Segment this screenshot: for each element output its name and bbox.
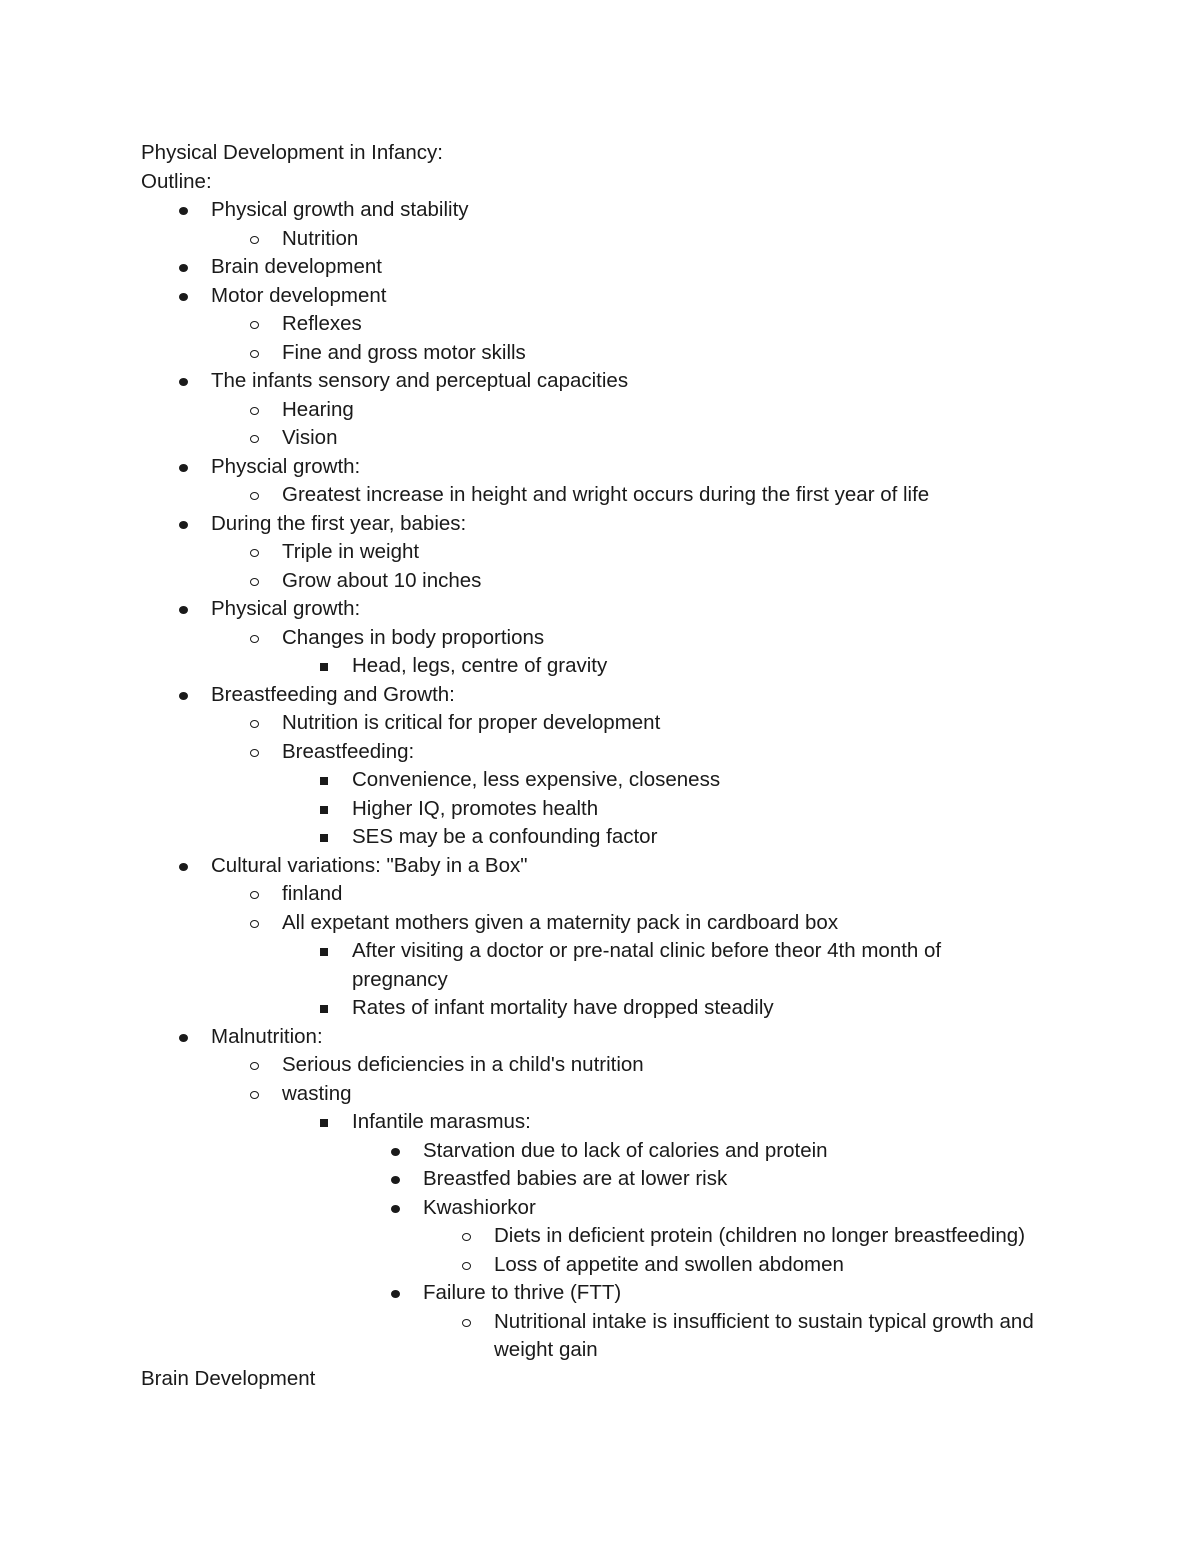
filled-square-bullet-icon (320, 663, 328, 671)
filled-square-bullet-icon (320, 834, 328, 842)
list-item (141, 1308, 1101, 1365)
list-item (141, 453, 1101, 482)
list-item (141, 994, 1101, 1023)
list-item-text: Motor development (211, 283, 387, 307)
filled-disc-bullet-icon (391, 1290, 400, 1298)
list-item (141, 538, 1101, 567)
list-item-text: Grow about 10 inches (282, 568, 482, 592)
list-item (141, 481, 1101, 510)
filled-disc-bullet-icon (179, 863, 188, 871)
list-item-text: Physcial growth: (211, 454, 361, 478)
hollow-circle-bullet-icon (250, 891, 259, 899)
section-heading-brain-development: Brain Development (141, 1366, 316, 1390)
document-title: Physical Development in Infancy: (141, 141, 443, 164)
list-item (141, 681, 1101, 710)
list-item-text: Malnutrition: (211, 1024, 323, 1048)
filled-disc-bullet-icon (179, 264, 188, 272)
filled-disc-bullet-icon (179, 378, 188, 386)
list-item-text: Starvation due to lack of calories and protein (423, 1138, 828, 1162)
list-item (141, 424, 1101, 453)
document-body (141, 139, 1101, 1393)
list-item-text: finland (282, 882, 343, 905)
hollow-circle-bullet-icon (462, 1262, 471, 1270)
list-item (141, 823, 1101, 852)
list-item (141, 1194, 1101, 1223)
list-item-text: Physical growth and stability (211, 198, 469, 221)
list-item-text: Nutritional intake is insufficient to sustain typical growth and weight gain (494, 1309, 1034, 1361)
list-item-text: Rates of infant mortality have dropped steadily (352, 996, 774, 1019)
hollow-circle-bullet-icon (250, 720, 259, 728)
list-item-text: Physical growth: (211, 597, 361, 620)
list-item-text: The infants sensory and perceptual capacities (211, 369, 629, 392)
list-item (141, 367, 1101, 396)
list-item (141, 1279, 1101, 1308)
filled-square-bullet-icon (320, 1005, 328, 1013)
list-item-text: Changes in body proportions (282, 625, 545, 649)
hollow-circle-bullet-icon (250, 635, 259, 643)
list-item-text: Serious deficiencies in a child's nutrition (282, 1053, 644, 1076)
list-item (141, 1137, 1101, 1166)
hollow-circle-bullet-icon (462, 1233, 471, 1241)
hollow-circle-bullet-icon (250, 1062, 259, 1070)
hollow-circle-bullet-icon (250, 236, 259, 244)
hollow-circle-bullet-icon (250, 549, 259, 557)
list-item (141, 310, 1101, 339)
list-item (141, 1023, 1101, 1052)
list-item-text: Triple in weight (282, 540, 420, 563)
list-item-text: Hearing (282, 397, 354, 421)
list-item (141, 396, 1101, 425)
list-item-text: All expetant mothers given a maternity pack in cardboard box (282, 910, 839, 934)
hollow-circle-bullet-icon (250, 321, 259, 329)
list-item-text: Greatest increase in height and wright occurs during the first year of life (282, 483, 930, 506)
list-item (141, 567, 1101, 596)
filled-disc-bullet-icon (391, 1148, 400, 1156)
list-item (141, 1080, 1101, 1109)
list-item-text: Fine and gross motor skills (282, 340, 526, 364)
filled-disc-bullet-icon (391, 1205, 400, 1213)
filled-square-bullet-icon (320, 806, 328, 814)
outline-label: Outline: (141, 169, 212, 193)
list-item-text: Failure to thrive (FTT) (423, 1281, 622, 1304)
list-item (141, 1222, 1101, 1251)
list-item (141, 795, 1101, 824)
list-item (141, 852, 1101, 881)
list-item-text: Brain development (211, 255, 382, 278)
list-item (141, 709, 1101, 738)
hollow-circle-bullet-icon (462, 1319, 471, 1327)
outline-list (141, 196, 1101, 1365)
list-item-text: Higher IQ, promotes health (352, 796, 599, 820)
hollow-circle-bullet-icon (250, 578, 259, 586)
hollow-circle-bullet-icon (250, 435, 259, 443)
list-item (141, 738, 1101, 767)
list-item-text: SES may be a confounding factor (352, 825, 658, 848)
list-item (141, 1108, 1101, 1137)
hollow-circle-bullet-icon (250, 407, 259, 415)
hollow-circle-bullet-icon (250, 749, 259, 757)
list-item (141, 595, 1101, 624)
list-item (141, 624, 1101, 653)
hollow-circle-bullet-icon (250, 492, 259, 500)
list-item-text: Loss of appetite and swollen abdomen (494, 1252, 844, 1276)
hollow-circle-bullet-icon (250, 1091, 259, 1099)
list-item (141, 909, 1101, 938)
list-item (141, 1251, 1101, 1280)
list-item (141, 937, 1101, 994)
list-item-text: Infantile marasmus: (352, 1110, 531, 1133)
list-item-text: Breastfeeding and Growth: (211, 682, 455, 706)
list-item (141, 1051, 1101, 1080)
list-item-text: During the first year, babies: (211, 511, 467, 535)
list-item (141, 196, 1101, 225)
list-item (141, 339, 1101, 368)
list-item (141, 880, 1101, 909)
filled-disc-bullet-icon (179, 521, 188, 529)
list-item-text: Vision (282, 426, 338, 449)
filled-square-bullet-icon (320, 948, 328, 956)
list-item-text: Diets in deficient protein (children no longer breastfeeding) (494, 1224, 1026, 1247)
list-item-text: Nutrition (282, 226, 359, 250)
list-item-text: Kwashiorkor (423, 1195, 536, 1219)
list-item (141, 282, 1101, 311)
list-item-text: Reflexes (282, 312, 362, 335)
filled-disc-bullet-icon (179, 1034, 188, 1042)
hollow-circle-bullet-icon (250, 350, 259, 358)
filled-disc-bullet-icon (179, 293, 188, 301)
list-item (141, 652, 1101, 681)
filled-square-bullet-icon (320, 777, 328, 785)
list-item-text: Breastfeeding: (282, 739, 415, 763)
list-item (141, 766, 1101, 795)
list-item-text: Nutrition is critical for proper development (282, 711, 661, 734)
list-item-text: Convenience, less expensive, closeness (352, 768, 721, 791)
list-item-text: Head, legs, centre of gravity (352, 654, 608, 677)
filled-disc-bullet-icon (179, 692, 188, 700)
filled-disc-bullet-icon (391, 1176, 400, 1184)
list-item-text: Cultural variations: "Baby in a Box" (211, 853, 528, 877)
list-item (141, 510, 1101, 539)
list-item (141, 225, 1101, 254)
hollow-circle-bullet-icon (250, 920, 259, 928)
list-item-text: Breastfed babies are at lower risk (423, 1167, 728, 1190)
filled-disc-bullet-icon (179, 207, 188, 215)
list-item (141, 253, 1101, 282)
filled-disc-bullet-icon (179, 464, 188, 472)
list-item (141, 1165, 1101, 1194)
filled-disc-bullet-icon (179, 606, 188, 614)
list-item-text: wasting (282, 1081, 352, 1105)
list-item-text: After visiting a doctor or pre-natal clinic before theor 4th month of pregnancy (352, 939, 942, 991)
filled-square-bullet-icon (320, 1119, 328, 1127)
